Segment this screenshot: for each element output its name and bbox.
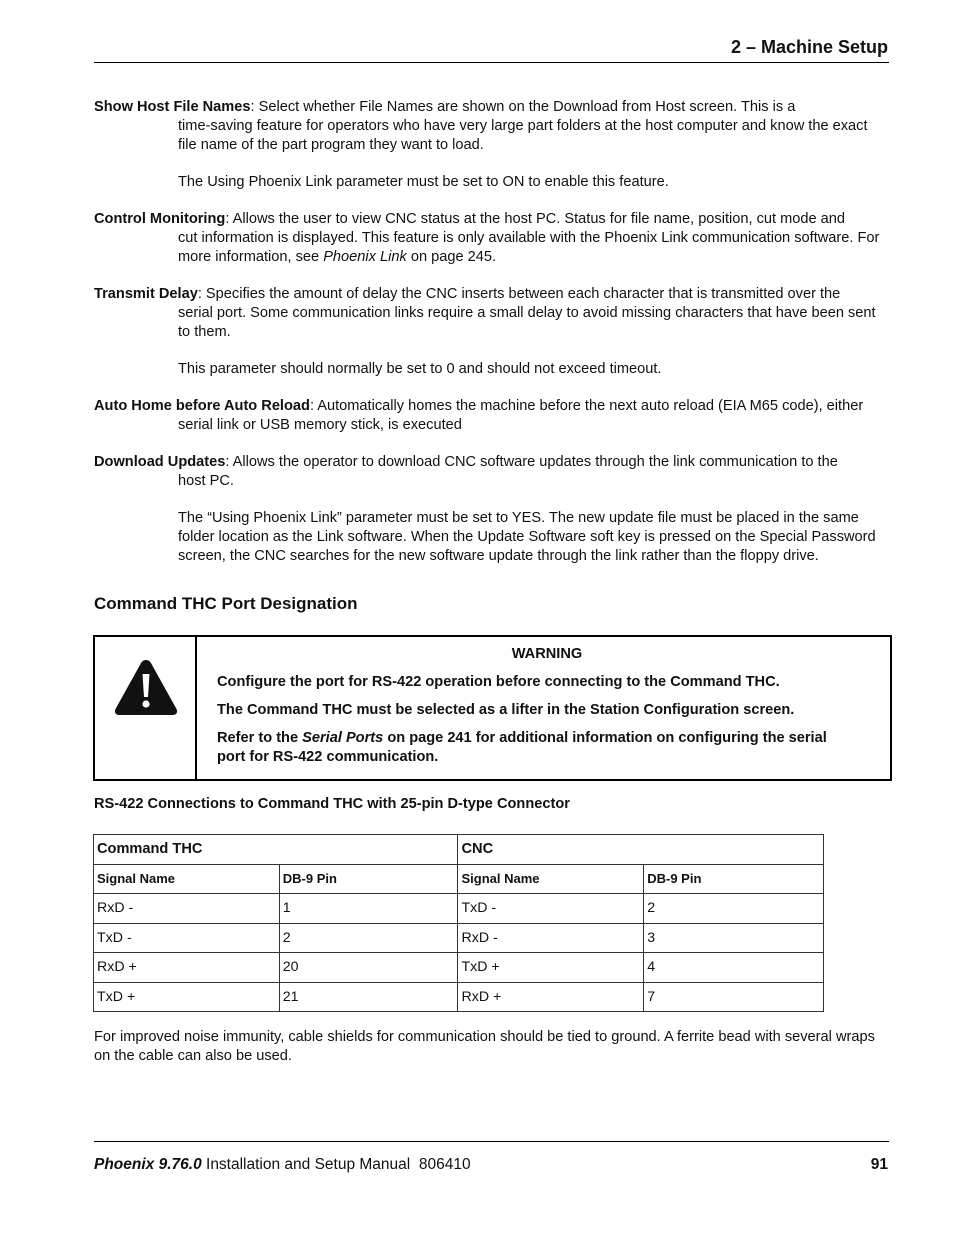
warning-title: WARNING	[511, 646, 583, 662]
table-cell: TxD +	[458, 953, 644, 983]
table-cell: 2	[279, 923, 458, 953]
entry-download-updates	[94, 453, 889, 491]
table-cell: TxD +	[94, 982, 280, 1012]
entry-show-host-file-names	[94, 98, 889, 154]
chapter-header: 2 – Machine Setup	[730, 37, 888, 57]
definition: : Specifies the amount of delay the CNC inserts between each character that is transmitted over the	[197, 286, 841, 302]
column-header: DB-9 Pin	[644, 864, 824, 894]
group-header: CNC	[458, 835, 824, 865]
term: Auto Home before Auto Reload	[94, 398, 310, 414]
warning-line	[217, 729, 877, 748]
column-header: Signal Name	[458, 864, 644, 894]
column-header: Signal Name	[94, 864, 280, 894]
definition-cont: host PC.	[178, 472, 234, 489]
table-cell: 2	[644, 894, 824, 924]
definition-cont: time-saving feature for operators who have very large part folders at the host computer and know the exact	[178, 117, 868, 134]
definition-cont: serial port. Some communication links require a small delay to avoid missing characters that have been sent	[178, 304, 876, 321]
table-row	[94, 923, 824, 953]
footer-title	[94, 1156, 471, 1174]
definition-cont: file name of the part program they want to load.	[178, 136, 484, 153]
column-header: DB-9 Pin	[279, 864, 458, 894]
table-cell: 7	[644, 982, 824, 1012]
table-cell: RxD +	[94, 953, 280, 983]
definition-text: more information, see	[178, 248, 324, 265]
definition-cont: to them.	[178, 323, 231, 340]
warning-text-part: Refer to the	[217, 730, 303, 746]
manual-name: Installation and Setup Manual 806410	[201, 1156, 471, 1173]
note-line: screen, the CNC searches for the new software update through the link rather than the floppy drive.	[178, 547, 819, 564]
entry-control-monitoring	[94, 210, 889, 266]
table-cell: 4	[644, 953, 824, 983]
warning-text-part: on page 241 for additional information on configuring the serial	[383, 730, 827, 746]
definition-text: on page 245.	[406, 248, 497, 265]
table-cell: TxD -	[94, 923, 280, 953]
section-heading: Command THC Port Designation	[94, 594, 358, 613]
definition-cont: serial link or USB memory stick, is executed	[178, 416, 462, 433]
table-row	[94, 953, 824, 983]
definition: : Select whether File Names are shown on the Download from Host screen. This is a	[250, 99, 796, 115]
table-cell: 1	[279, 894, 458, 924]
note-paragraph: The Using Phoenix Link parameter must be set to ON to enable this feature.	[178, 174, 669, 190]
note-line: The “Using Phoenix Link” parameter must be set to YES. The new update file must be placed in the same	[178, 510, 859, 526]
closing-line: For improved noise immunity, cable shields for communication should be tied to ground. A ferrite bead with several wraps	[94, 1029, 875, 1045]
table-header-row	[94, 864, 824, 894]
cross-reference: Phoenix Link	[323, 248, 407, 265]
table-title: RS-422 Connections to Command THC with 25-pin D-type Connector	[94, 796, 570, 812]
table-cell: RxD -	[458, 923, 644, 953]
term: Show Host File Names	[94, 99, 251, 115]
cross-reference: Serial Ports	[302, 730, 384, 746]
table-row	[94, 894, 824, 924]
warning-line: The Command THC must be selected as a lifter in the Station Configuration screen.	[217, 702, 795, 718]
entry-transmit-delay	[94, 285, 889, 341]
header-rule	[94, 62, 889, 63]
warning-icon-cell	[95, 637, 197, 779]
definition-cont	[94, 248, 889, 267]
note-paragraph	[178, 509, 890, 565]
closing-line: on the cable can also be used.	[94, 1047, 292, 1064]
warning-line: Configure the port for RS-422 operation before connecting to the Command THC.	[217, 674, 780, 690]
table-cell: 21	[279, 982, 458, 1012]
term: Control Monitoring	[94, 211, 226, 227]
definition: : Allows the user to view CNC status at the host PC. Status for file name, position, cut mode and	[225, 211, 846, 227]
note-line: folder location as the Link software. When the Update Software soft key is pressed on the Special Password	[178, 528, 876, 545]
warning-box	[93, 635, 892, 781]
definition: : Allows the operator to download CNC software updates through the link communication to the	[225, 454, 838, 470]
table-group-row	[94, 835, 824, 865]
table-cell: TxD -	[458, 894, 644, 924]
connection-table	[93, 834, 824, 1012]
product-name: Phoenix 9.76.0	[94, 1156, 202, 1173]
term: Download Updates	[94, 454, 226, 470]
definition: : Automatically homes the machine before the next auto reload (EIA M65 code), either	[309, 398, 864, 414]
table-row	[94, 982, 824, 1012]
definition-cont: cut information is displayed. This feature is only available with the Phoenix Link communication software. For	[178, 229, 880, 246]
table-cell: 3	[644, 923, 824, 953]
warning-triangle-icon	[113, 657, 179, 717]
entry-auto-home	[94, 397, 889, 435]
table-cell: RxD +	[458, 982, 644, 1012]
table-cell: 20	[279, 953, 458, 983]
table-cell: RxD -	[94, 894, 280, 924]
footer-rule	[94, 1141, 889, 1142]
closing-paragraph	[94, 1028, 889, 1066]
note-paragraph: This parameter should normally be set to 0 and should not exceed timeout.	[178, 361, 662, 377]
group-header: Command THC	[94, 835, 458, 865]
page-number: 91	[870, 1156, 888, 1173]
term: Transmit Delay	[94, 286, 198, 302]
warning-line: port for RS-422 communication.	[217, 749, 439, 765]
